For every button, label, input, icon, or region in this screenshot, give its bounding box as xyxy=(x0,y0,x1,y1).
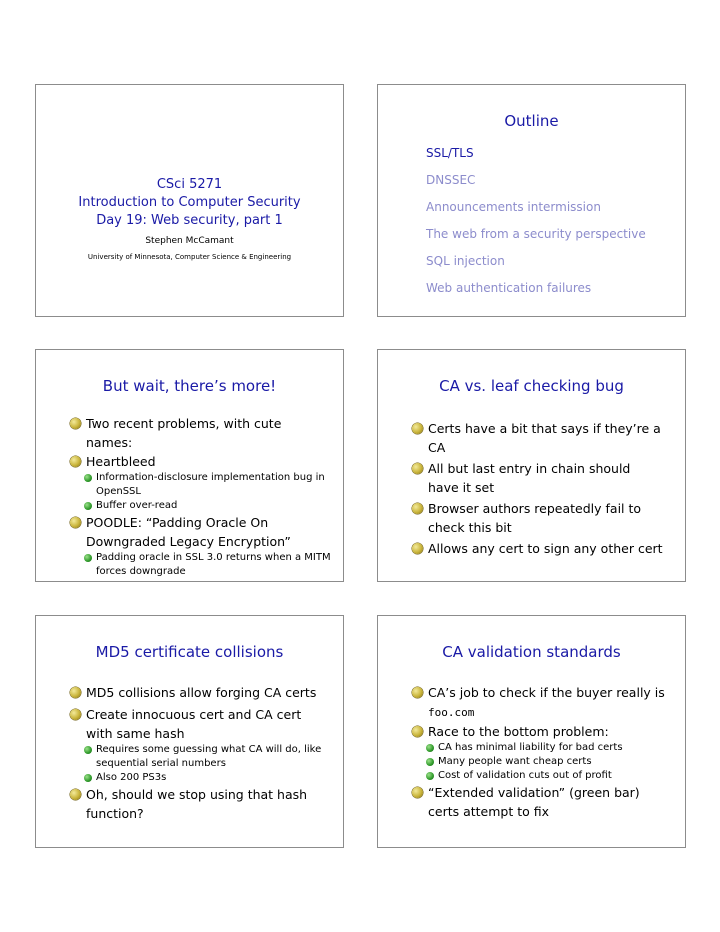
sub-bullet-list xyxy=(70,551,331,579)
slide-title-heading: Outline xyxy=(504,112,559,130)
bullet-item: CA’s job to check if the buyer really is foo.com xyxy=(412,683,673,722)
sub-bullet-list xyxy=(70,743,331,785)
sub-bullet-item: Information-disclosure implementation bug in OpenSSL xyxy=(70,471,331,499)
gold-sphere-bullet-icon xyxy=(70,517,81,528)
sub-bullet-item: Buffer over-read xyxy=(70,499,331,513)
gold-sphere-bullet-icon xyxy=(70,456,81,467)
sub-bullet-list xyxy=(70,471,331,513)
outline-item: The web from a security perspective xyxy=(426,227,646,241)
green-sphere-bullet-icon xyxy=(426,758,434,766)
slide-ca-leaf xyxy=(377,349,686,582)
sub-bullet-item: Padding oracle in SSL 3.0 returns when a MITM forces downgrade xyxy=(70,551,331,579)
slide-title-heading: But wait, there’s more! xyxy=(102,377,277,395)
slide-title-heading: CA vs. leaf checking bug xyxy=(439,377,624,395)
bullet-item: Heartbleed Information-disclosure implementation bug in OpenSSL Buffer over-read xyxy=(70,452,331,513)
bullet-item: POODLE: “Padding Oracle On Downgraded Legacy Encryption” Padding oracle in SSL 3.0 returns when a MITM forces downgrade xyxy=(70,513,331,579)
green-sphere-bullet-icon xyxy=(84,554,92,562)
sub-bullet-list xyxy=(412,741,673,783)
bullet-item: Two recent problems, with cute names: xyxy=(70,414,331,452)
bullet-list xyxy=(412,683,673,821)
sub-bullet-item: CA has minimal liability for bad certs xyxy=(412,741,673,755)
bullet-item: Race to the bottom problem: CA has minimal liability for bad certs Many people want cheap certs Cost of validation cuts out of profit xyxy=(412,722,673,783)
bullet-item: Certs have a bit that says if they’re a CA xyxy=(412,419,663,457)
outline-item: Web authentication failures xyxy=(426,281,592,295)
sub-bullet-item: Cost of validation cuts out of profit xyxy=(412,769,673,783)
title-slide-heading xyxy=(36,176,343,230)
gold-sphere-bullet-icon xyxy=(70,418,81,429)
outline-list xyxy=(426,143,646,305)
green-sphere-bullet-icon xyxy=(84,746,92,754)
gold-sphere-bullet-icon xyxy=(412,787,423,798)
bullet-item: Create innocuous cert and CA cert with same hash Requires some guessing what CA will do, like sequential serial numbers Also 200 PS3s xyxy=(70,705,331,785)
bullet-list xyxy=(70,414,331,579)
outline-item: DNSSEC xyxy=(426,173,476,187)
green-sphere-bullet-icon xyxy=(426,772,434,780)
course-number: CSci 5271 xyxy=(156,177,223,192)
gold-sphere-bullet-icon xyxy=(412,687,423,698)
green-sphere-bullet-icon xyxy=(84,502,92,510)
bullet-item: MD5 collisions allow forging CA certs xyxy=(70,683,331,702)
slide-more xyxy=(35,349,344,582)
gold-sphere-bullet-icon xyxy=(70,687,81,698)
slide-outline xyxy=(377,84,686,317)
green-sphere-bullet-icon xyxy=(84,774,92,782)
bullet-item: “Extended validation” (green bar) certs attempt to fix xyxy=(412,783,673,821)
outline-item: Announcements intermission xyxy=(426,200,601,214)
slide-title xyxy=(35,84,344,317)
domain-code: foo.com xyxy=(428,706,475,719)
slide-title-heading: MD5 certificate collisions xyxy=(95,643,284,661)
gold-sphere-bullet-icon xyxy=(70,709,81,720)
author-affiliation: University of Minnesota, Computer Science & Engineering xyxy=(87,253,292,261)
course-name: Introduction to Computer Security xyxy=(78,195,301,210)
bullet-item: All but last entry in chain should have it set xyxy=(412,459,663,497)
bullet-item: Allows any cert to sign any other cert xyxy=(412,539,663,558)
green-sphere-bullet-icon xyxy=(84,474,92,482)
slide-title-heading: CA validation standards xyxy=(442,643,621,661)
gold-sphere-bullet-icon xyxy=(412,726,423,737)
bullet-item: Oh, should we stop using that hash function? xyxy=(70,785,331,823)
green-sphere-bullet-icon xyxy=(426,744,434,752)
slide-validation xyxy=(377,615,686,848)
sub-bullet-item: Many people want cheap certs xyxy=(412,755,673,769)
slide-md5 xyxy=(35,615,344,848)
outline-item: SQL injection xyxy=(426,254,505,268)
gold-sphere-bullet-icon xyxy=(412,543,423,554)
gold-sphere-bullet-icon xyxy=(70,789,81,800)
outline-item-active: SSL/TLS xyxy=(426,146,474,160)
sub-bullet-item: Also 200 PS3s xyxy=(70,771,331,785)
bullet-list xyxy=(70,683,331,823)
gold-sphere-bullet-icon xyxy=(412,503,423,514)
bullet-item: Browser authors repeatedly fail to check this bit xyxy=(412,499,663,537)
sub-bullet-item: Requires some guessing what CA will do, like sequential serial numbers xyxy=(70,743,331,771)
gold-sphere-bullet-icon xyxy=(412,423,423,434)
author-name: Stephen McCamant xyxy=(145,236,234,246)
gold-sphere-bullet-icon xyxy=(412,463,423,474)
bullet-list xyxy=(412,419,663,558)
lecture-day: Day 19: Web security, part 1 xyxy=(96,213,283,228)
